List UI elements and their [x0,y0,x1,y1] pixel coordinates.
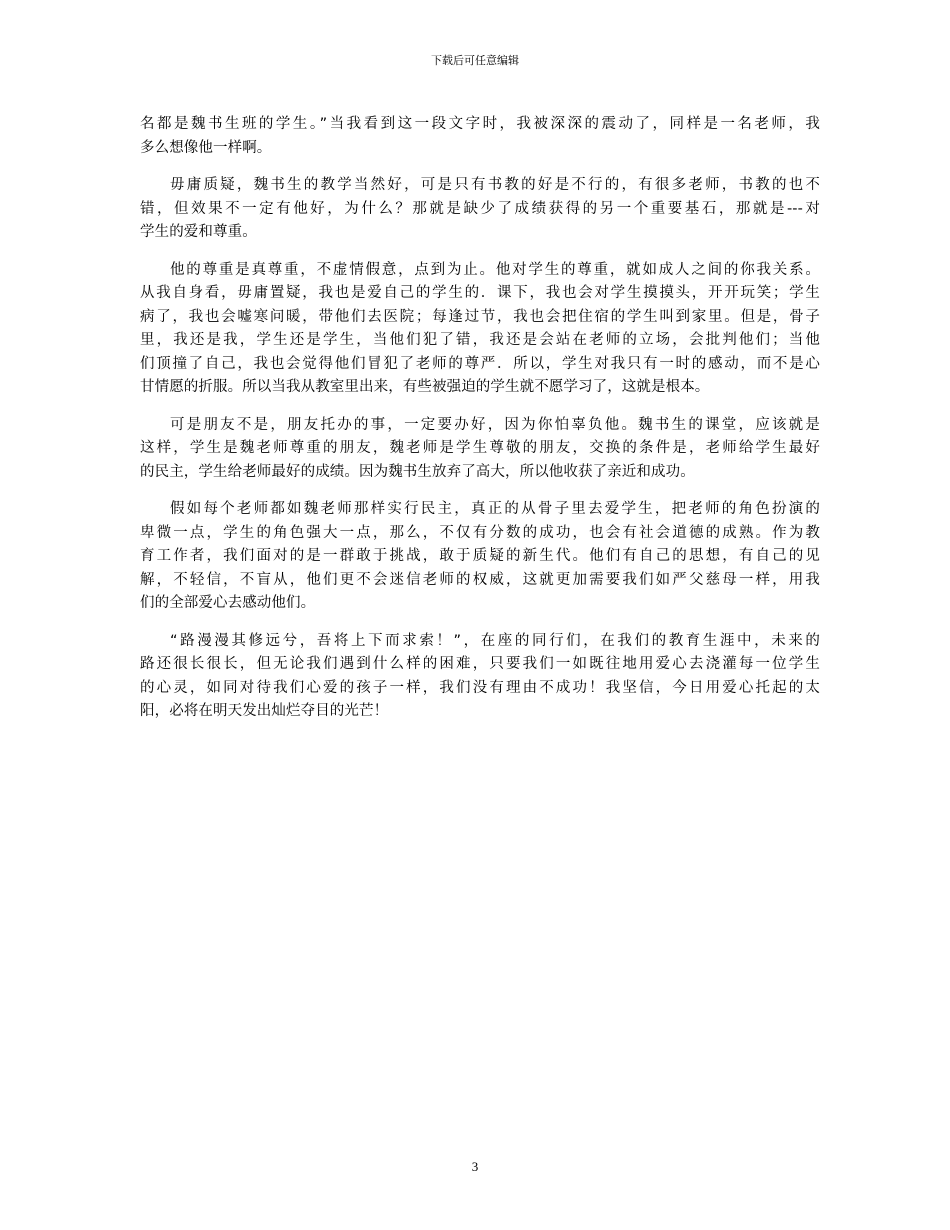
paragraph-line: 路还很长很长，但无论我们遇到什么样的困难，只要我们一如既往地用爱心去浇灌每一位学生 [140,656,820,672]
paragraph-line: 学生的爱和尊重。 [140,224,257,240]
paragraph-line: 这样，学生是魏老师尊重的朋友，魏老师是学生尊敬的朋友，交换的条件是，老师给学生最好 [140,440,820,456]
paragraph-line: 们的全部爱心去感动他们。 [140,595,316,611]
paragraph-line: 们顶撞了自己，我也会觉得他们冒犯了老师的尊严．所以，学生对我只有一时的感动，而不是心 [140,355,820,372]
page-header: 下载后可任意编辑 [431,54,519,67]
paragraph-line: 多么想像他一样啊。 [140,139,272,156]
paragraph-line: 错，但效果不一定有他好，为什么？那就是缺少了成绩获得的另一个重要基石，那就是---对 [140,200,820,217]
paragraph [140,414,820,485]
paragraph [140,259,820,400]
paragraph-line: 阳，必将在明天发出灿烂夺目的光芒！ [140,703,389,719]
paragraph-line: 的心灵，如同对待我们心爱的孩子一样，我们没有理由不成功！我坚信，今日用爱心托起的太 [140,679,820,696]
paragraph [140,113,820,160]
page-number: 3 [471,1159,479,1174]
paragraph-line: 从我自身看，毋庸置疑，我也是爱自己的学生的．课下，我也会对学生摸摸头，开开玩笑；学生 [140,285,820,301]
paragraph-line: 毋庸质疑，魏书生的教学当然好，可是只有书教的好是不行的，有很多老师，书教的也不 [170,177,820,193]
paragraph-line: 假如每个老师都如魏老师那样实行民主，真正的从骨子里去爱学生，把老师的角色扮演的 [170,501,820,517]
paragraph-line: 解，不轻信，不盲从，他们更不会迷信老师的权威，这就更加需要我们如严父慈母一样，用我 [140,571,820,588]
paragraph-line: 甘情愿的折服。所以当我从教室里出来，有些被强迫的学生就不愿学习了，这就是根本。 [140,379,710,395]
paragraph-line: 育工作者，我们面对的是一群敢于挑战，敢于质疑的新生代。他们有自己的思想，有自己的见 [140,548,820,564]
paragraph [140,498,820,616]
paragraph-line: 他的尊重是真尊重，不虚情假意，点到为止。他对学生的尊重，就如成人之间的你我关系。 [170,261,820,278]
paragraph-line: “路漫漫其修远兮，吾将上下而求索！”，在座的同行们，在我们的教育生涯中，未来的 [170,632,820,649]
paragraph-line: 的民主，学生给老师最好的成绩。因为魏书生放弃了高大，所以他收获了亲近和成功。 [140,463,695,480]
paragraph [140,174,820,245]
paragraph-line: 可是朋友不是，朋友托办的事，一定要办好，因为你怕辜负他。魏书生的课堂，应该就是 [170,416,820,433]
paragraph-line: 病了，我也会嘘寒问暖，带他们去医院；每逢过节，我也会把住宿的学生叫到家里。但是，骨子 [140,308,820,325]
paragraph-line: 卑微一点，学生的角色强大一点，那么，不仅有分数的成功，也会有社会道德的成熟。作为教 [140,524,820,541]
document-body [140,113,820,738]
paragraph [140,630,820,724]
paragraph-line: 里，我还是我，学生还是学生，当他们犯了错，我还是会站在老师的立场，会批判他们；当他 [140,332,820,348]
paragraph-line: 名都是魏书生班的学生。”当我看到这一段文字时，我被深深的震动了，同样是一名老师，我 [140,116,820,132]
